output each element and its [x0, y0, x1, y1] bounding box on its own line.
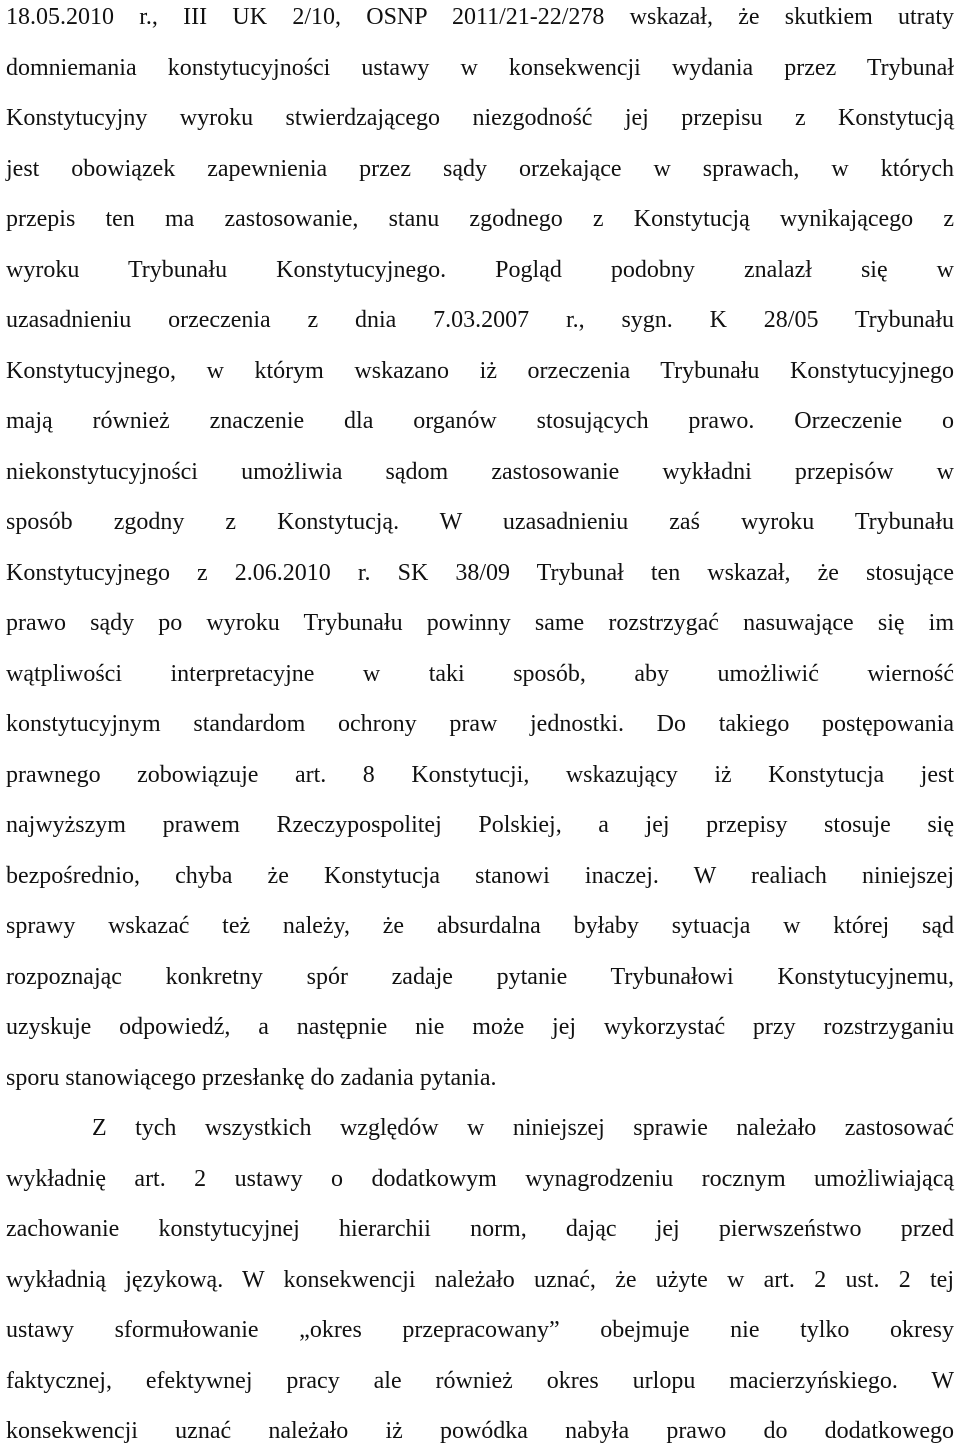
text-line: Konstytucyjny wyroku stwierdzającego niezgodność jej przepisu z Konstytucją	[6, 105, 954, 131]
text-line: bezpośrednio, chyba że Konstytucja stanowi inaczej. W realiach niniejszej	[6, 862, 954, 889]
text-line: wyroku Trybunału Konstytucyjnego. Pogląd podobny znalazł się w	[6, 256, 954, 283]
text-line: prawo sądy po wyroku Trybunału powinny same rozstrzygać nasuwające się im	[6, 610, 954, 636]
text-line: konstytucyjnym standardom ochrony praw jednostki. Do takiego postępowania	[6, 711, 954, 737]
text-line: sposób zgodny z Konstytucją. W uzasadnieniu zaś wyroku Trybunału	[6, 509, 954, 535]
text-line: sporu stanowiącego przesłankę do zadania pytania.	[6, 1064, 497, 1091]
text-line: 18.05.2010 r., III UK 2/10, OSNP 2011/21-22/278 wskazał, że skutkiem utraty	[6, 4, 954, 30]
text-line: rozpoznając konkretny spór zadaje pytanie Trybunałowi Konstytucyjnemu,	[6, 963, 954, 990]
text-line: wykładnię art. 2 ustawy o dodatkowym wynagrodzeniu rocznym umożliwiającą	[6, 1165, 954, 1192]
text-line: wykładnią językową. W konsekwencji należało uznać, że użyte w art. 2 ust. 2 tej	[6, 1266, 954, 1293]
text-line: prawnego zobowiązuje art. 8 Konstytucji, wskazujący iż Konstytucja jest	[6, 761, 954, 788]
text-line: niekonstytucyjności umożliwia sądom zastosowanie wykładni przepisów w	[6, 458, 954, 485]
text-line: ustawy sformułowanie „okres przepracowany” obejmuje nie tylko okresy	[6, 1317, 954, 1343]
text-line: uzasadnieniu orzeczenia z dnia 7.03.2007 r., sygn. K 28/05 Trybunału	[6, 307, 954, 333]
text-line: wątpliwości interpretacyjne w taki sposób, aby umożliwić wierność	[6, 660, 954, 687]
text-line: faktycznej, efektywnej pracy ale również okres urlopu macierzyńskiego. W	[6, 1367, 954, 1394]
text-line: konsekwencji uznać należało iż powódka nabyła prawo do dodatkowego	[6, 1418, 954, 1444]
text-line: uzyskuje odpowiedź, a następnie nie może jej wykorzystać przy rozstrzyganiu	[6, 1014, 954, 1040]
text-line: przepis ten ma zastosowanie, stanu zgodnego z Konstytucją wynikającego z	[6, 206, 954, 232]
text-line: domniemania konstytucyjności ustawy w konsekwencji wydania przez Trybunał	[6, 54, 954, 81]
text-line: jest obowiązek zapewnienia przez sądy orzekające w sprawach, w których	[6, 155, 954, 182]
text-line: sprawy wskazać też należy, że absurdalna byłaby sytuacja w której sąd	[6, 913, 954, 939]
text-line: Konstytucyjnego, w którym wskazano iż orzeczenia Trybunału Konstytucyjnego	[6, 357, 954, 384]
text-line: mają również znaczenie dla organów stosujących prawo. Orzeczenie o	[6, 408, 954, 434]
text-line: Z tych wszystkich względów w niniejszej sprawie należało zastosować	[92, 1115, 954, 1141]
text-line: Konstytucyjnego z 2.06.2010 r. SK 38/09 Trybunał ten wskazał, że stosujące	[6, 559, 954, 586]
text-line: zachowanie konstytucyjnej hierarchii norm, dając jej pierwszeństwo przed	[6, 1216, 954, 1242]
text-line: najwyższym prawem Rzeczypospolitej Polskiej, a jej przepisy stosuje się	[6, 812, 954, 838]
